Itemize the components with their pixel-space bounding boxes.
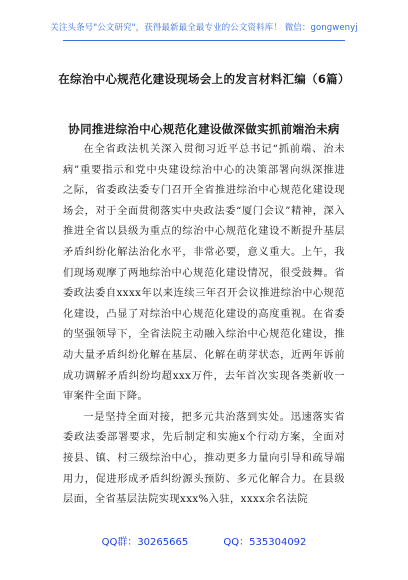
body-paragraph: 在全省政法机关深入贯彻习近平总书记“抓前端、治未病”重要指示和党中央建设综治中心的决策部署向纵深推进之际，省委政法委专门召开全省推进综治中心规范化建设现场会，对于全面贯彻落实中央政法委“厦门会议”精神，深入推进全省以县级为重点的综治中心规范化建设不断提升基层矛盾纠纷化解法治化水平，非常必要，意义重大。上午，我们现场观摩了两地综治中心规范化建设情况，很受鼓舞。省委政法委自xxxx年以来连续三年召开会议推进综治中心规范化建设，凸显了对综治中心规范化建设的高度重视。在省委的坚强领导下，全省法院主动融入综治中心规范化建设，推动大量矛盾纠纷化解在基层、化解在萌芽状态，近两年诉前成功调解矛盾纠纷均超xxx万件，去年首次实现各类新收一审案件全面下降。 xyxy=(63,144,345,403)
footer-contact xyxy=(0,533,408,548)
header-divider xyxy=(63,40,345,41)
footer-qq-group: QQ群：30265665 xyxy=(101,537,189,548)
header-banner: 关注头条号"公文研究"，获得最新最全最专业的公文资料库！ 微信：gongwenyj xyxy=(50,23,358,33)
document-title: 在综治中心规范化建设现场会上的发言材料汇编（6篇） xyxy=(58,72,350,86)
body-paragraph: 一是坚持全面对接，把多元共治落到实处。迅速落实省委政法委部署要求，先后制定和实施x个行动方案，全面对接县、镇、村三级综治中心，推动更多力量向引导和疏导端用力，促进形成矛盾纠纷源头预防、多元化解合力。在县级层面，全省基层法院实现xxx%入驻，xxxx余名法院 xyxy=(63,411,345,506)
document-body xyxy=(63,140,345,511)
section-title: 协同推进综治中心规范化建设做深做实抓前端治未病 xyxy=(68,122,340,136)
footer-qq: QQ：535304092 xyxy=(223,537,307,548)
